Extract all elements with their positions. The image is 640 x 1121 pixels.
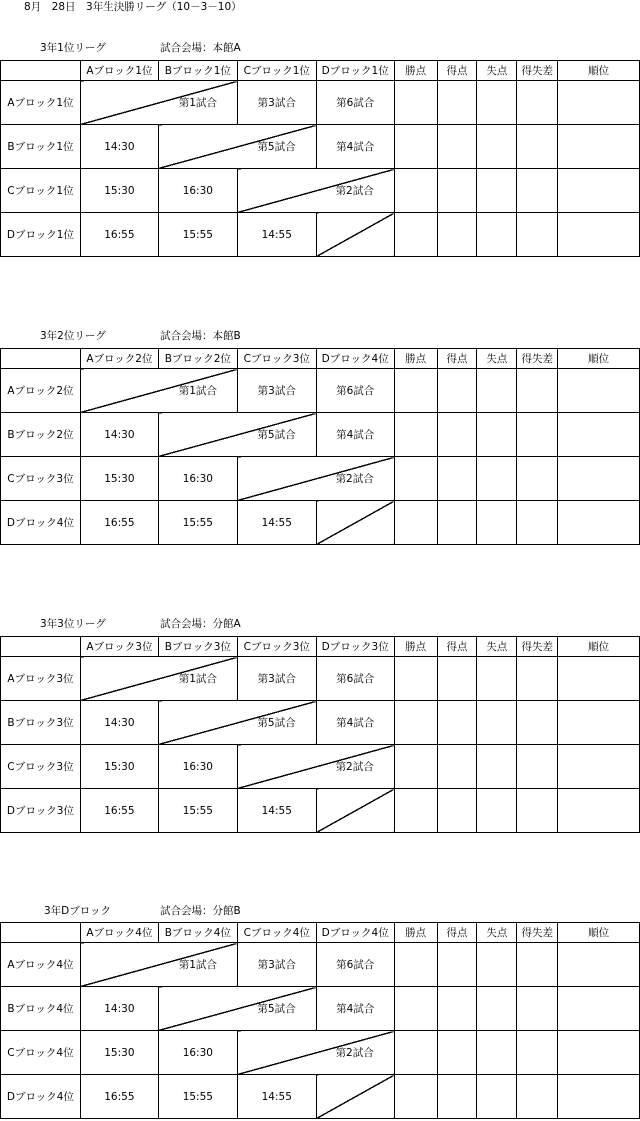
match-cell: 15:30: [80, 745, 158, 789]
team-column-header: Cブロック3位: [237, 349, 316, 369]
match-cell: 15:30: [80, 457, 158, 501]
goal-diff-cell: [517, 125, 558, 169]
goals-against-cell: [477, 1031, 517, 1075]
points-header: 勝点: [394, 349, 437, 369]
match-cell: 16:30: [158, 745, 237, 789]
points-cell: [394, 943, 437, 987]
rank-cell: [558, 213, 640, 257]
rank-cell: [558, 125, 640, 169]
points-header: 勝点: [394, 61, 437, 81]
match-cell: 16:55: [80, 501, 158, 545]
goal-diff-cell: [517, 213, 558, 257]
match-cell: 16:55: [80, 1075, 158, 1119]
rank-cell: [558, 1031, 640, 1075]
team-row-header: Dブロック3位: [1, 789, 81, 833]
self-match-diagonal: [237, 169, 394, 213]
points-cell: [394, 657, 437, 701]
rank-header: 順位: [558, 61, 640, 81]
goals-against-header: 失点: [477, 637, 517, 657]
team-column-header: Aブロック2位: [80, 349, 158, 369]
league-name: 3年3位リーグ: [40, 618, 106, 630]
goal-diff-cell: [517, 789, 558, 833]
match-cell: 第3試合: [237, 943, 316, 987]
match-cell: 14:30: [80, 125, 158, 169]
corner-cell: [1, 349, 81, 369]
team-row-header: Dブロック4位: [1, 501, 81, 545]
goals-against-cell: [477, 125, 517, 169]
team-column-header: Aブロック3位: [80, 637, 158, 657]
goals-for-cell: [437, 81, 477, 125]
points-cell: [394, 369, 437, 413]
league-table: [0, 922, 640, 1119]
team-column-header: Dブロック3位: [316, 637, 394, 657]
team-row-header: Aブロック2位: [1, 369, 81, 413]
goals-against-cell: [477, 413, 517, 457]
team-row-header: Cブロック3位: [1, 745, 81, 789]
match-cell: 15:55: [158, 789, 237, 833]
goals-for-cell: [437, 369, 477, 413]
goals-against-cell: [477, 169, 517, 213]
league-table: [0, 636, 640, 833]
self-match-diagonal: [316, 213, 394, 257]
goals-for-cell: [437, 789, 477, 833]
goals-for-cell: [437, 413, 477, 457]
rank-cell: [558, 413, 640, 457]
goals-against-cell: [477, 501, 517, 545]
goal-diff-cell: [517, 1075, 558, 1119]
match-cell: 第4試合: [316, 413, 394, 457]
match-cell: 第4試合: [316, 125, 394, 169]
self-match-diagonal: [316, 789, 394, 833]
goal-diff-header: 得失差: [517, 637, 558, 657]
match-cell: 16:55: [80, 789, 158, 833]
match-cell: 16:55: [80, 213, 158, 257]
league-name: 3年Dブロック: [44, 905, 112, 917]
self-match-diagonal: [80, 81, 237, 125]
points-header: 勝点: [394, 923, 437, 943]
goal-diff-cell: [517, 701, 558, 745]
rank-cell: [558, 657, 640, 701]
goals-for-header: 得点: [437, 637, 477, 657]
goals-against-cell: [477, 213, 517, 257]
self-match-diagonal: [158, 413, 316, 457]
goals-for-cell: [437, 987, 477, 1031]
goal-diff-cell: [517, 457, 558, 501]
points-cell: [394, 413, 437, 457]
match-cell: 第6試合: [316, 943, 394, 987]
points-cell: [394, 501, 437, 545]
team-column-header: Bブロック2位: [158, 349, 237, 369]
team-row-header: Dブロック1位: [1, 213, 81, 257]
match-cell: 15:55: [158, 501, 237, 545]
corner-cell: [1, 61, 81, 81]
self-match-diagonal: [80, 369, 237, 413]
match-cell: 第5試合: [257, 429, 296, 441]
goals-for-header: 得点: [437, 349, 477, 369]
match-cell: 第6試合: [316, 657, 394, 701]
corner-cell: [1, 637, 81, 657]
points-cell: [394, 125, 437, 169]
goals-for-cell: [437, 457, 477, 501]
points-header: 勝点: [394, 637, 437, 657]
match-cell: 第2試合: [335, 473, 374, 485]
goals-for-cell: [437, 501, 477, 545]
match-cell: 第1試合: [178, 673, 217, 685]
venue-label: 試合会場：分館B: [160, 905, 241, 917]
team-row-header: Aブロック3位: [1, 657, 81, 701]
rank-cell: [558, 987, 640, 1031]
points-cell: [394, 81, 437, 125]
venue-label: 試合会場：本館A: [160, 42, 241, 54]
rank-cell: [558, 457, 640, 501]
corner-cell: [1, 923, 81, 943]
points-cell: [394, 1031, 437, 1075]
self-match-diagonal: [158, 701, 316, 745]
match-cell: 第1試合: [178, 959, 217, 971]
match-cell: 15:30: [80, 1031, 158, 1075]
team-column-header: Bブロック4位: [158, 923, 237, 943]
goals-for-cell: [437, 657, 477, 701]
venue-label: 試合会場：分館A: [160, 618, 241, 630]
goals-against-cell: [477, 657, 517, 701]
goal-diff-cell: [517, 987, 558, 1031]
team-row-header: Cブロック1位: [1, 169, 81, 213]
team-column-header: Cブロック4位: [237, 923, 316, 943]
self-match-diagonal: [158, 987, 316, 1031]
rank-cell: [558, 501, 640, 545]
match-cell: 第3試合: [237, 81, 316, 125]
match-cell: 第2試合: [335, 1047, 374, 1059]
points-cell: [394, 789, 437, 833]
goals-against-header: 失点: [477, 349, 517, 369]
team-row-header: Bブロック3位: [1, 701, 81, 745]
match-cell: 第6試合: [316, 81, 394, 125]
match-cell: 15:30: [80, 169, 158, 213]
goal-diff-cell: [517, 657, 558, 701]
goals-against-cell: [477, 457, 517, 501]
league-name: 3年1位リーグ: [40, 42, 106, 54]
goals-for-header: 得点: [437, 923, 477, 943]
match-cell: 第5試合: [257, 141, 296, 153]
goals-for-cell: [437, 125, 477, 169]
points-cell: [394, 745, 437, 789]
rank-cell: [558, 369, 640, 413]
rank-header: 順位: [558, 637, 640, 657]
points-cell: [394, 987, 437, 1031]
goals-against-header: 失点: [477, 923, 517, 943]
goals-for-cell: [437, 701, 477, 745]
team-row-header: Bブロック4位: [1, 987, 81, 1031]
rank-cell: [558, 81, 640, 125]
match-cell: 第3試合: [237, 657, 316, 701]
rank-cell: [558, 943, 640, 987]
team-row-header: Cブロック4位: [1, 1031, 81, 1075]
goals-against-cell: [477, 987, 517, 1031]
points-cell: [394, 701, 437, 745]
match-cell: 第1試合: [178, 385, 217, 397]
team-row-header: Cブロック3位: [1, 457, 81, 501]
goals-against-cell: [477, 701, 517, 745]
match-cell: 15:55: [158, 1075, 237, 1119]
points-cell: [394, 457, 437, 501]
team-row-header: Dブロック4位: [1, 1075, 81, 1119]
goal-diff-cell: [517, 745, 558, 789]
goals-for-cell: [437, 943, 477, 987]
rank-header: 順位: [558, 923, 640, 943]
goal-diff-cell: [517, 943, 558, 987]
goal-diff-cell: [517, 1031, 558, 1075]
self-match-diagonal: [80, 657, 237, 701]
rank-cell: [558, 745, 640, 789]
match-cell: 第5試合: [257, 1003, 296, 1015]
goal-diff-cell: [517, 501, 558, 545]
match-cell: 14:55: [237, 501, 316, 545]
match-cell: 第2試合: [335, 761, 374, 773]
points-cell: [394, 1075, 437, 1119]
points-cell: [394, 213, 437, 257]
team-column-header: Dブロック4位: [316, 349, 394, 369]
goals-for-cell: [437, 1075, 477, 1119]
match-cell: 16:30: [158, 169, 237, 213]
team-column-header: Aブロック1位: [80, 61, 158, 81]
team-column-header: Bブロック3位: [158, 637, 237, 657]
self-match-diagonal: [237, 745, 394, 789]
goal-diff-cell: [517, 81, 558, 125]
goal-diff-cell: [517, 369, 558, 413]
self-match-diagonal: [158, 125, 316, 169]
match-cell: 14:55: [237, 1075, 316, 1119]
match-cell: 14:55: [237, 789, 316, 833]
match-cell: 14:30: [80, 987, 158, 1031]
team-column-header: Dブロック1位: [316, 61, 394, 81]
goals-against-cell: [477, 943, 517, 987]
goals-against-cell: [477, 369, 517, 413]
league-name: 3年2位リーグ: [40, 330, 106, 342]
match-cell: 14:55: [237, 213, 316, 257]
goals-against-cell: [477, 789, 517, 833]
goal-diff-header: 得失差: [517, 349, 558, 369]
goals-for-cell: [437, 1031, 477, 1075]
team-column-header: Cブロック1位: [237, 61, 316, 81]
self-match-diagonal: [237, 457, 394, 501]
self-match-diagonal: [80, 943, 237, 987]
goals-against-header: 失点: [477, 61, 517, 81]
rank-cell: [558, 789, 640, 833]
goals-against-cell: [477, 745, 517, 789]
match-cell: 第3試合: [237, 369, 316, 413]
team-row-header: Aブロック1位: [1, 81, 81, 125]
rank-cell: [558, 169, 640, 213]
document-title: 8月 28日 3年生決勝リーグ（10－3－10）: [24, 1, 242, 13]
goals-for-cell: [437, 169, 477, 213]
team-row-header: Aブロック4位: [1, 943, 81, 987]
team-column-header: Aブロック4位: [80, 923, 158, 943]
venue-label: 試合会場：本館B: [160, 330, 241, 342]
goal-diff-cell: [517, 413, 558, 457]
goals-for-header: 得点: [437, 61, 477, 81]
self-match-diagonal: [237, 1031, 394, 1075]
team-row-header: Bブロック1位: [1, 125, 81, 169]
team-column-header: Bブロック1位: [158, 61, 237, 81]
match-cell: 16:30: [158, 457, 237, 501]
match-cell: 第5試合: [257, 717, 296, 729]
goal-diff-cell: [517, 169, 558, 213]
rank-header: 順位: [558, 349, 640, 369]
points-cell: [394, 169, 437, 213]
match-cell: 第4試合: [316, 701, 394, 745]
self-match-diagonal: [316, 501, 394, 545]
team-column-header: Cブロック3位: [237, 637, 316, 657]
rank-cell: [558, 701, 640, 745]
match-cell: 16:30: [158, 1031, 237, 1075]
match-cell: 第6試合: [316, 369, 394, 413]
team-row-header: Bブロック2位: [1, 413, 81, 457]
match-cell: 第1試合: [178, 97, 217, 109]
goals-for-cell: [437, 745, 477, 789]
match-cell: 14:30: [80, 413, 158, 457]
match-cell: 14:30: [80, 701, 158, 745]
match-cell: 第4試合: [316, 987, 394, 1031]
league-table: [0, 60, 640, 257]
team-column-header: Dブロック4位: [316, 923, 394, 943]
goals-for-cell: [437, 213, 477, 257]
league-table: [0, 348, 640, 545]
goals-against-cell: [477, 81, 517, 125]
match-cell: 15:55: [158, 213, 237, 257]
goal-diff-header: 得失差: [517, 923, 558, 943]
goals-against-cell: [477, 1075, 517, 1119]
self-match-diagonal: [316, 1075, 394, 1119]
match-cell: 第2試合: [335, 185, 374, 197]
goal-diff-header: 得失差: [517, 61, 558, 81]
rank-cell: [558, 1075, 640, 1119]
